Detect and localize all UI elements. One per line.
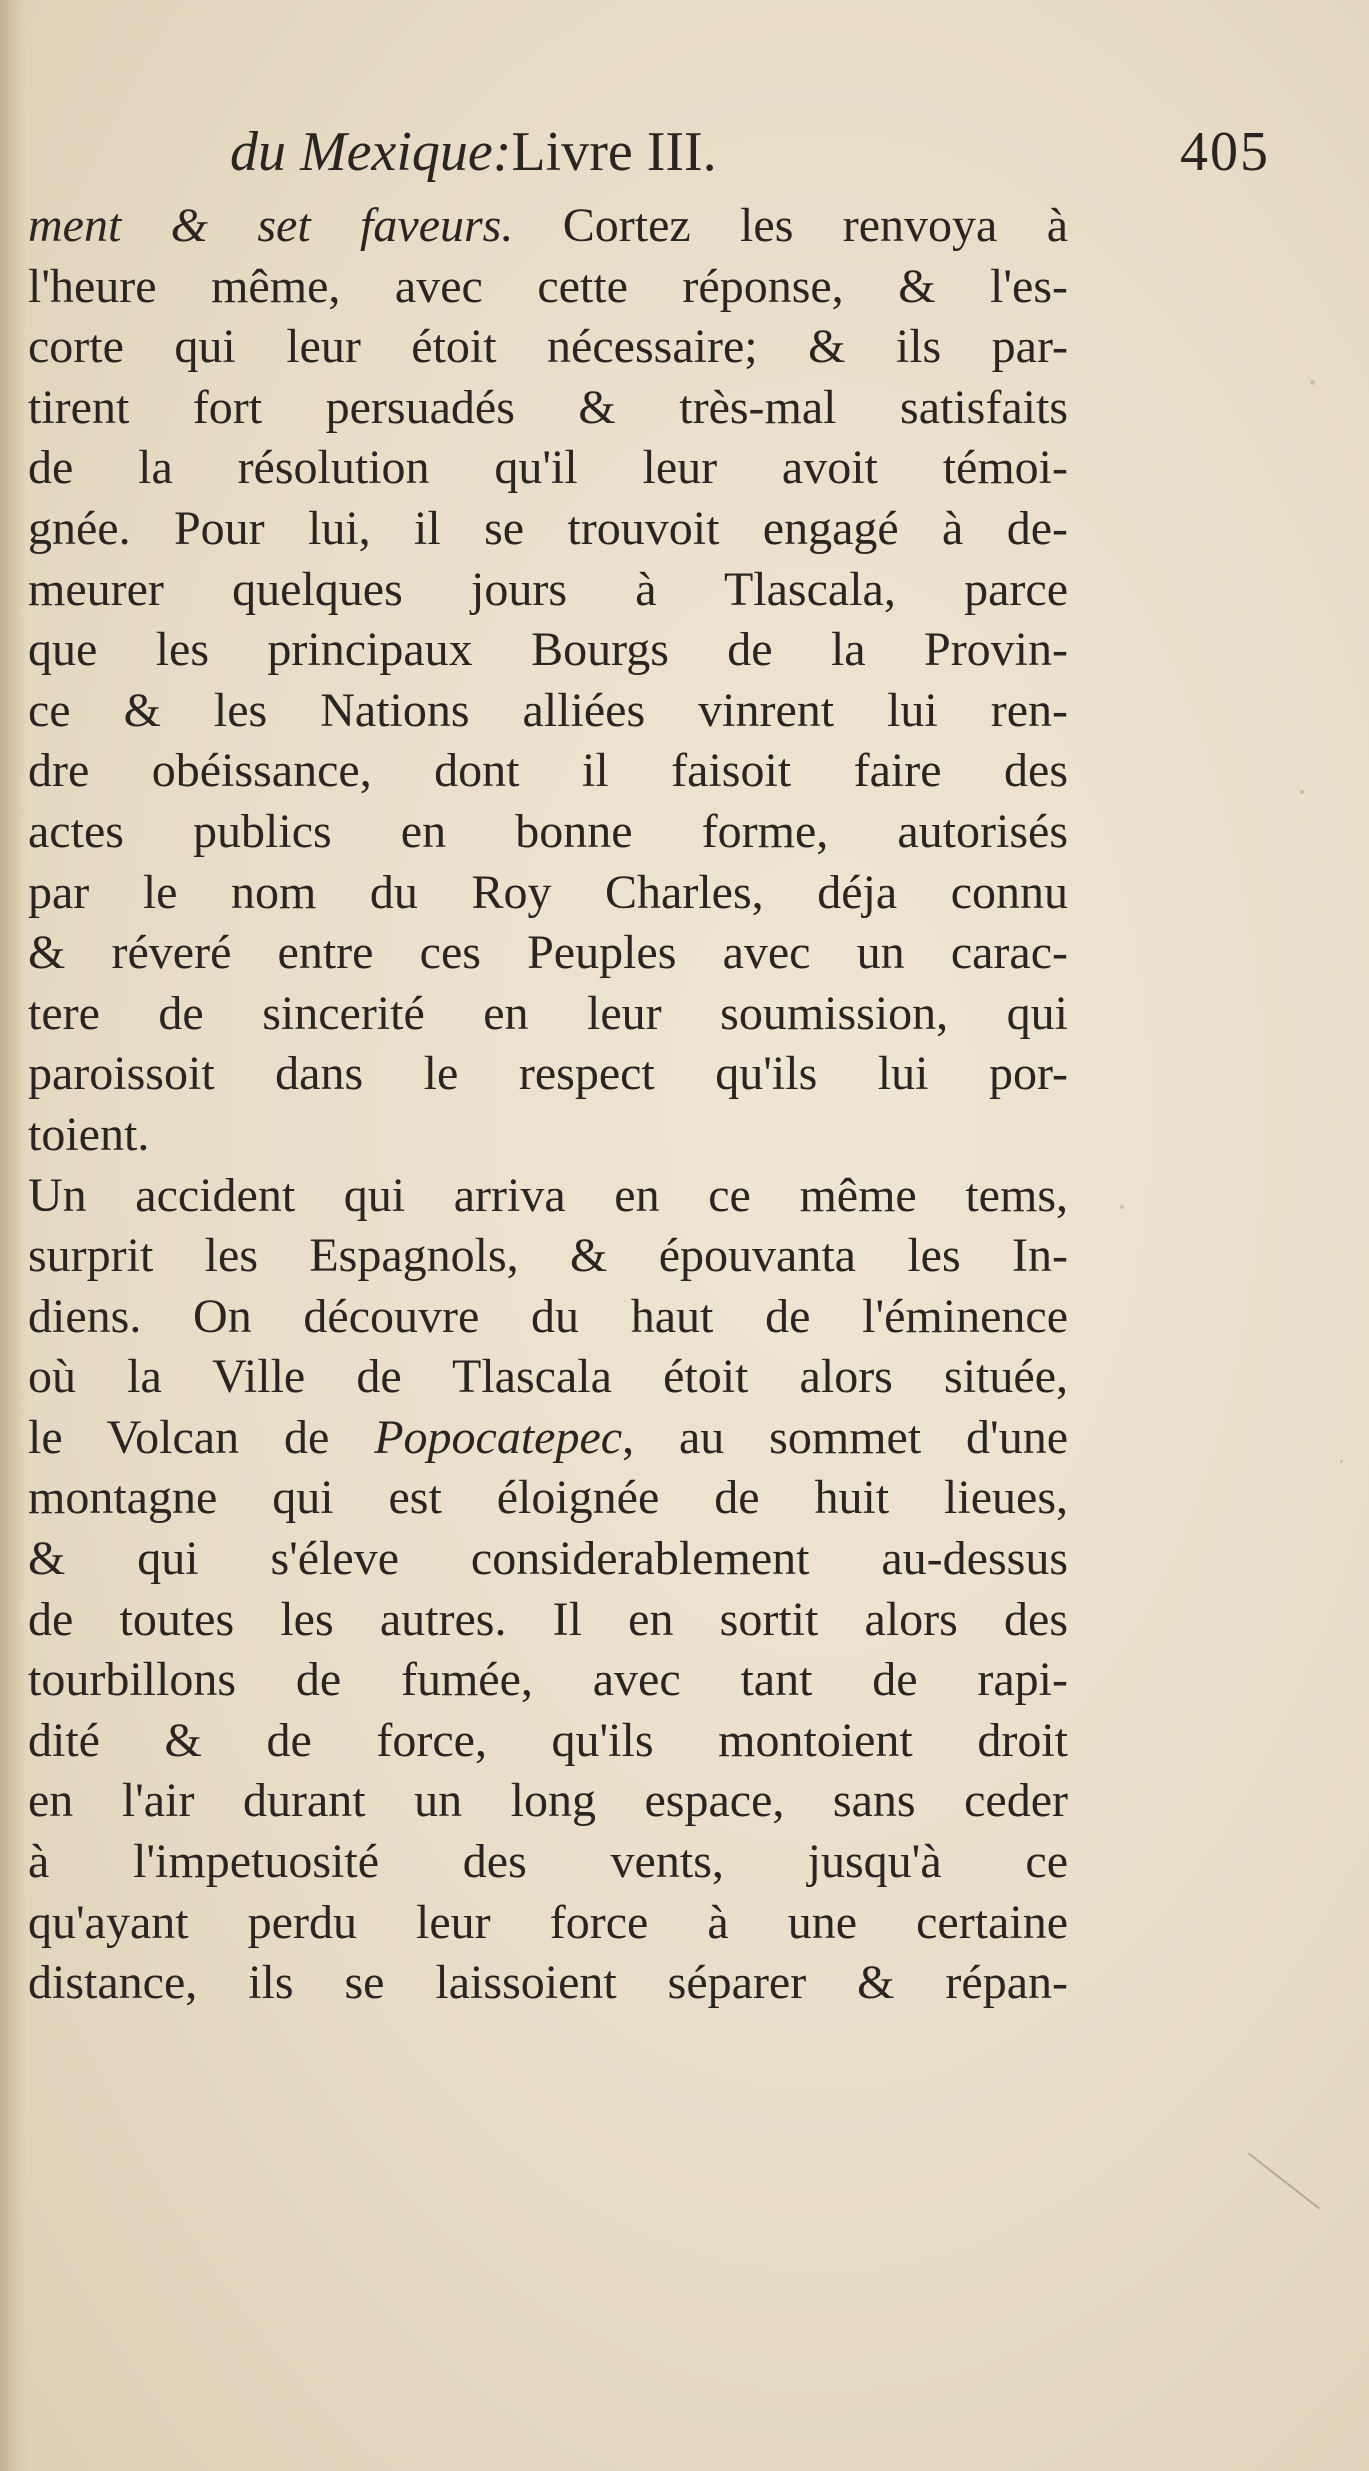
paper-speckle — [1340, 1460, 1343, 1463]
text-line: Un accident qui arriva en ce même tems, — [28, 1168, 1068, 1222]
text-line: en l'air durant un long espace, sans ceder — [28, 1774, 1068, 1828]
text-line: qu'ayant perdu leur force à une certaine — [28, 1895, 1068, 1949]
page-header — [230, 112, 1270, 192]
text-line: diens. On découvre du haut de l'éminence — [28, 1289, 1068, 1343]
text-line: & réveré entre ces Peuples avec un carac- — [28, 926, 1068, 980]
text-line: où la Ville de Tlascala étoit alors située, — [28, 1350, 1068, 1404]
text-line: par le nom du Roy Charles, déja connu — [28, 865, 1068, 919]
paper-crease — [1248, 2153, 1320, 2210]
paper-speckle — [1120, 1205, 1124, 1209]
text-line: dité & de force, qu'ils montoient droit — [28, 1713, 1068, 1767]
text-line: l'heure même, avec cette réponse, & l'es- — [28, 259, 1068, 313]
text-line: ce & les Nations alliées vinrent lui ren- — [28, 683, 1068, 737]
paper-speckle — [1310, 380, 1315, 385]
text-line: & qui s'éleve considerablement au-dessus — [28, 1532, 1068, 1586]
page-number: 405 — [1180, 121, 1270, 183]
text-line: à l'impetuosité des vents, jusqu'à ce — [28, 1835, 1068, 1889]
text-line: montagne qui est éloignée de huit lieues, — [28, 1471, 1068, 1525]
text-line — [28, 196, 1068, 257]
text-line: de la résolution qu'il leur avoit témoi- — [28, 441, 1068, 495]
text-line: paroissoit dans le respect qu'ils lui por- — [28, 1047, 1068, 1101]
line-segment-italic: Popocatepec — [374, 1410, 623, 1464]
running-title-italic: du Mexique: — [230, 121, 512, 183]
text-line: corte qui leur étoit nécessaire; & ils par- — [28, 320, 1068, 374]
text-line: tere de sincerité en leur soumission, qui — [28, 986, 1068, 1040]
text-line: distance, ils se laissoient séparer & répan- — [28, 1956, 1068, 2010]
line-segment: ment & set faveurs. — [28, 199, 514, 252]
page-gutter-shadow — [0, 0, 26, 2471]
text-line: meurer quelques jours à Tlascala, parce — [28, 562, 1068, 616]
line-segment: Cortez les renvoya à — [513, 199, 1068, 252]
running-title-roman: Livre III. — [511, 121, 717, 183]
text-line: de toutes les autres. Il en sortit alors des — [28, 1592, 1068, 1646]
text-line: toient. — [28, 1107, 150, 1161]
text-line: tourbillons de fumée, avec tant de rapi- — [28, 1653, 1068, 1707]
text-line: que les principaux Bourgs de la Provin- — [28, 623, 1068, 677]
text-line: gnée. Pour lui, il se trouvoit engagé à de- — [28, 501, 1068, 555]
paper-speckle — [1300, 790, 1304, 794]
line-segment: le Volcan de — [28, 1410, 375, 1464]
text-line: dre obéissance, dont il faisoit faire des — [28, 744, 1068, 798]
text-line: tirent fort persuadés & très-mal satisfaits — [28, 380, 1068, 434]
line-segment: , au sommet d'une — [622, 1410, 1068, 1464]
text-line: actes publics en bonne forme, autorisés — [28, 804, 1068, 858]
running-head — [230, 112, 717, 192]
text-line — [28, 1408, 1068, 1469]
body-text — [28, 196, 1068, 2014]
text-line: surprit les Espagnols, & épouvanta les In- — [28, 1229, 1068, 1283]
